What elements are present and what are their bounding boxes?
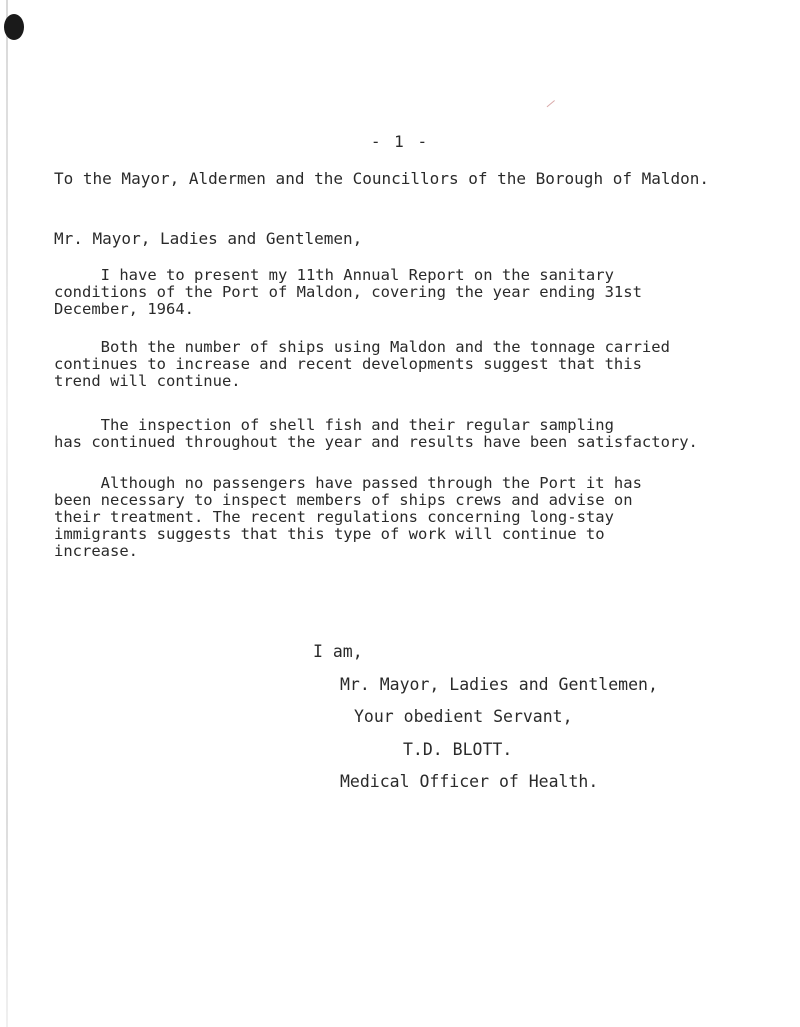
punch-hole (4, 14, 24, 40)
signatory-title: Medical Officer of Health. (340, 772, 599, 791)
salutation: Mr. Mayor, Ladies and Gentlemen, (54, 229, 363, 248)
paragraph-line: I have to present my 11th Annual Report on the sanitary (54, 266, 614, 284)
paragraph-line: The inspection of shell fish and their regular sampling (54, 416, 614, 434)
paragraph-line: conditions of the Port of Maldon, covering the year ending 31st (54, 283, 642, 301)
paragraph-line: increase. (54, 542, 138, 560)
pencil-mark (547, 100, 562, 115)
addressee-line: To the Mayor, Aldermen and the Councillors of the Borough of Maldon. (54, 169, 710, 188)
closing-salutation: Mr. Mayor, Ladies and Gentlemen, (340, 675, 658, 694)
paragraph-line: been necessary to inspect members of ships crews and advise on (54, 491, 633, 509)
paragraph-line: immigrants suggests that this type of work will continue to (54, 525, 605, 543)
closing-servant: Your obedient Servant, (354, 707, 573, 726)
paragraph-line: trend will continue. (54, 372, 241, 390)
signatory-name: T.D. BLOTT. (403, 740, 513, 759)
paragraph-line: Although no passengers have passed through the Port it has (54, 474, 642, 492)
page-number: - 1 - (370, 132, 430, 151)
paragraph-line: their treatment. The recent regulations concerning long-stay (54, 508, 614, 526)
page-edge-shadow (6, 0, 8, 1027)
paragraph-line: continues to increase and recent developments suggest that this (54, 355, 642, 373)
paragraph-line: has continued throughout the year and results have been satisfactory. (54, 433, 698, 451)
closing-i-am: I am, (313, 642, 363, 661)
paragraph-line: Both the number of ships using Maldon and the tonnage carried (54, 338, 670, 356)
paragraph-line: December, 1964. (54, 300, 194, 318)
